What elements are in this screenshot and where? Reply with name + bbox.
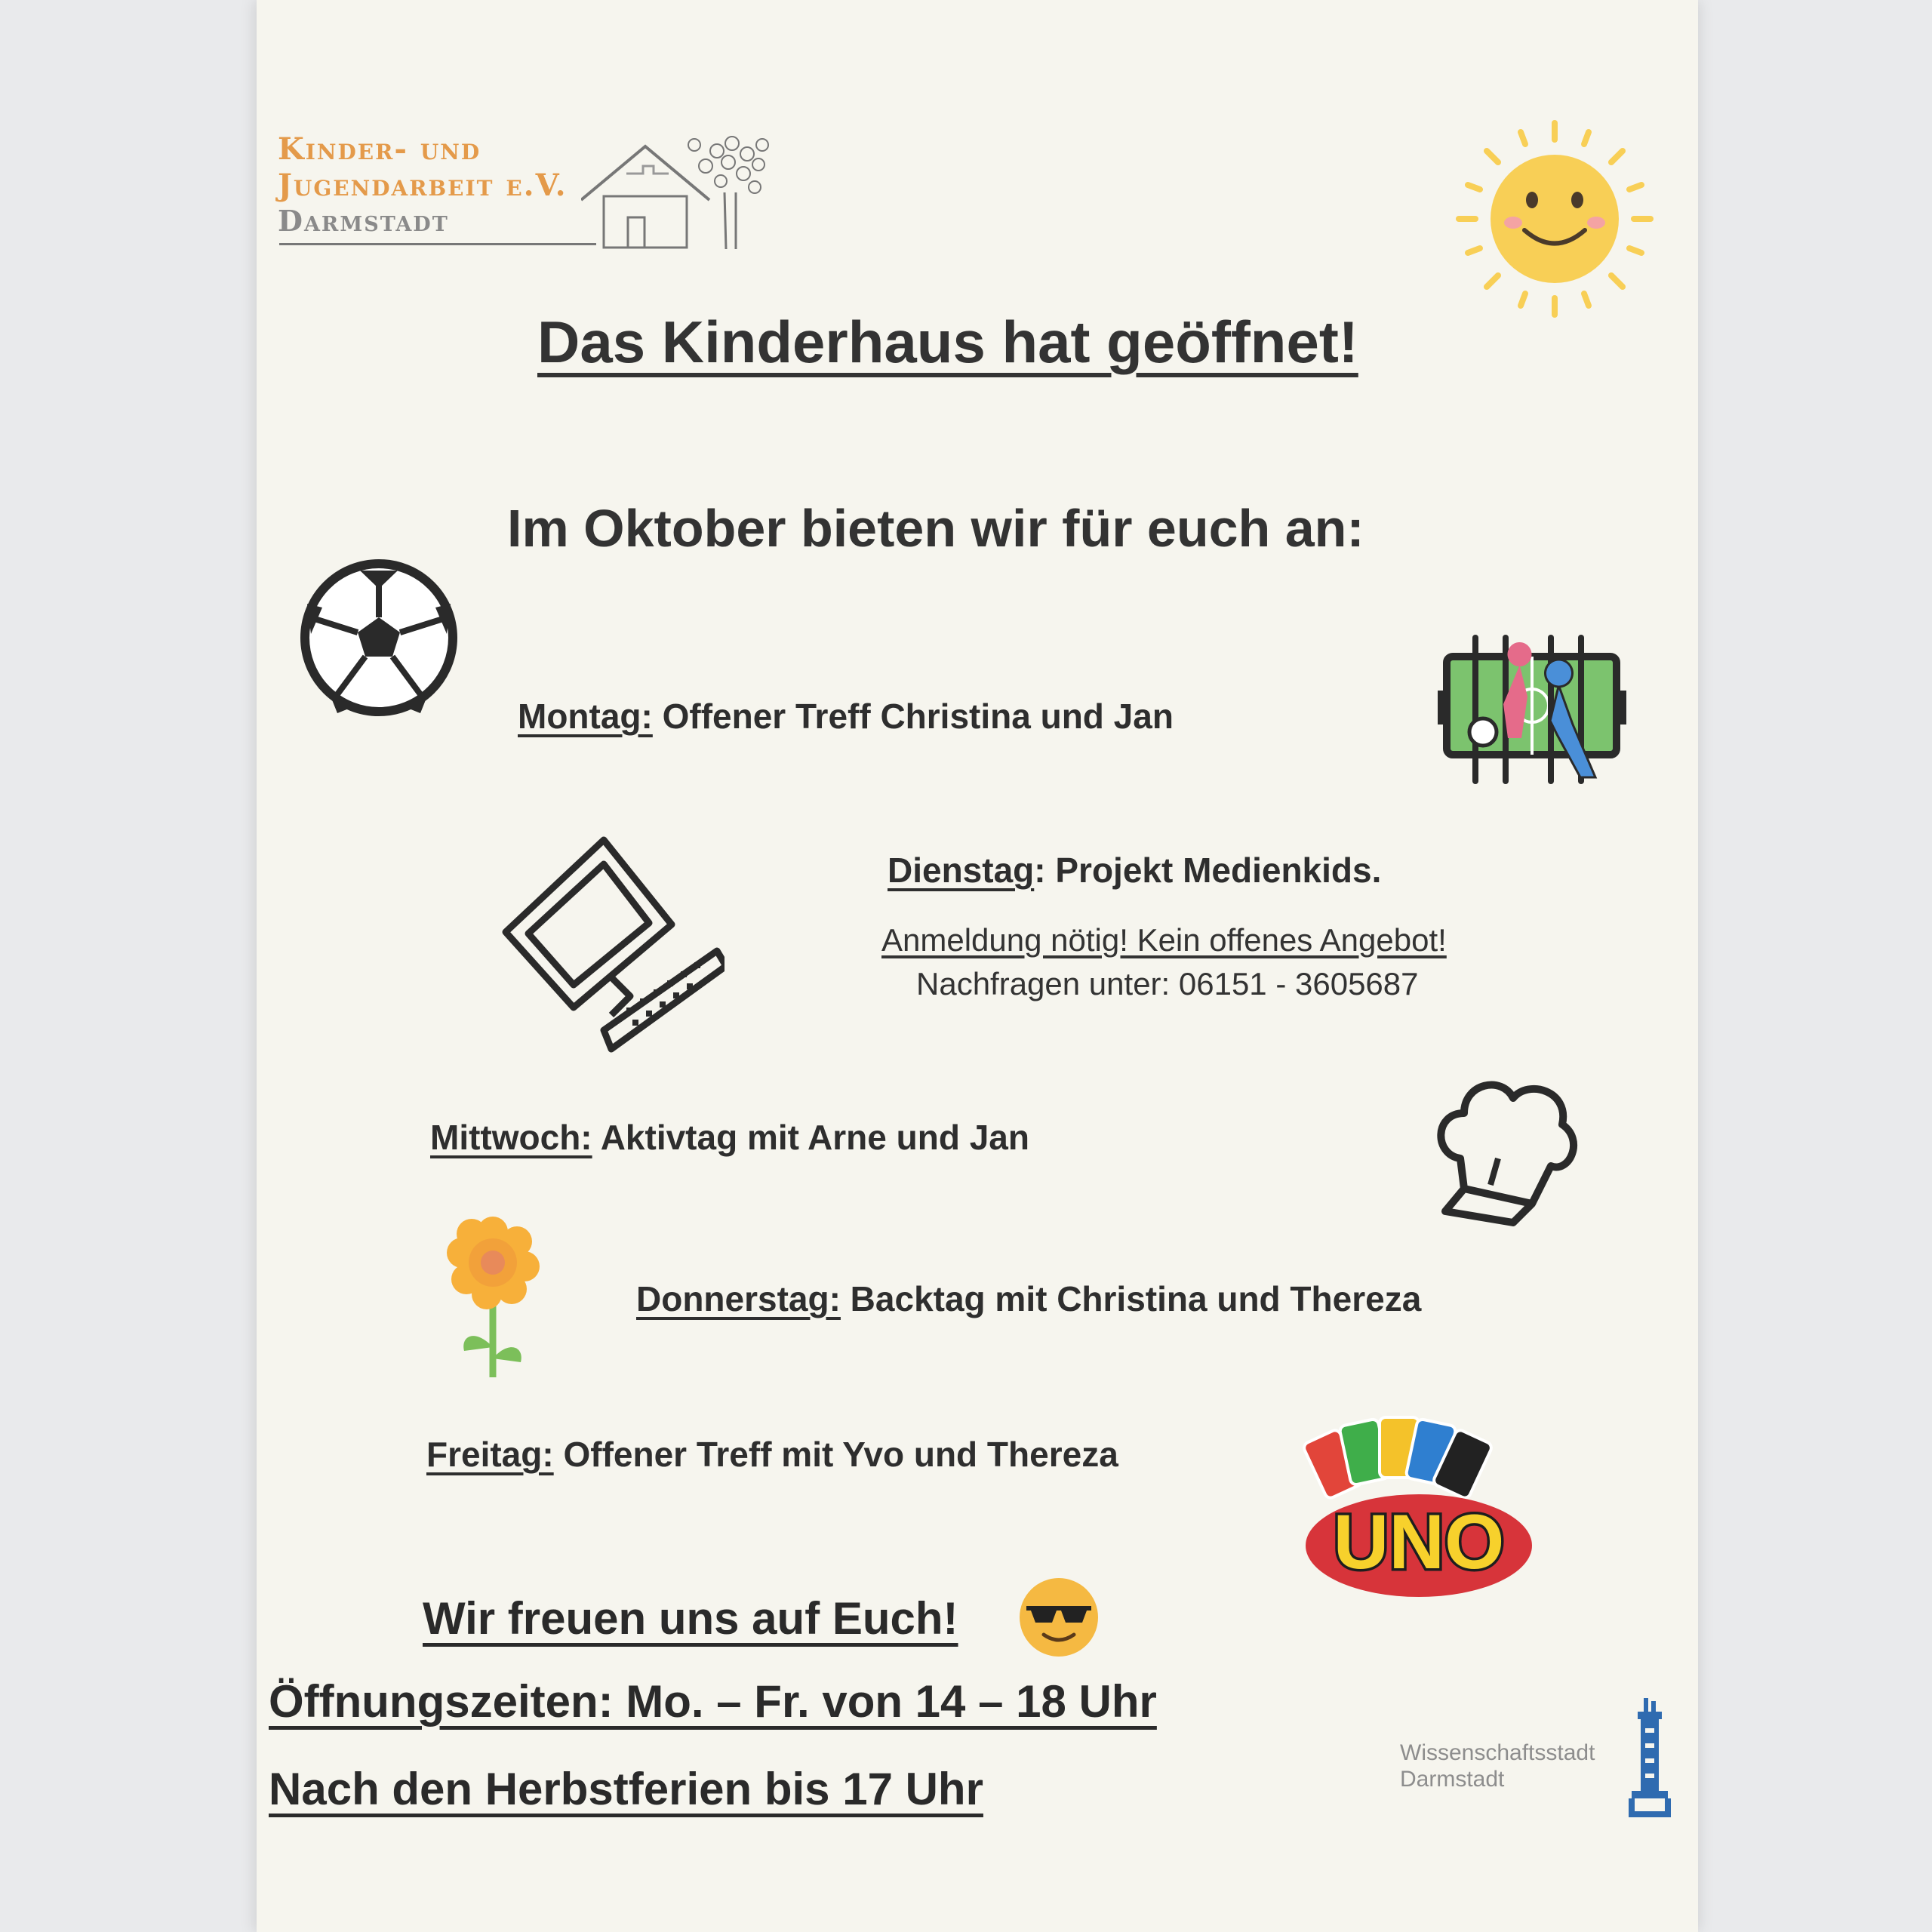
- day-label-montag: Montag:: [518, 697, 653, 736]
- day-label-donnerstag: Donnerstag:: [636, 1279, 841, 1318]
- city-logo-line-2: Darmstadt: [1400, 1767, 1505, 1792]
- opening-hours: Öffnungszeiten: Mo. – Fr. von 14 – 18 Uhr: [269, 1676, 1157, 1727]
- greeting: Wir freuen uns auf Euch!: [423, 1593, 958, 1644]
- logo-underline: [279, 243, 596, 245]
- house-tree-logo-icon: [581, 128, 777, 257]
- schedule-dienstag: [888, 850, 1381, 891]
- city-logo-line-1: Wissenschaftsstadt: [1400, 1740, 1595, 1765]
- activity-freitag: Offener Treff mit Yvo und Thereza: [553, 1435, 1118, 1474]
- logo-line-3: Darmstadt: [278, 204, 449, 238]
- computer-icon: [498, 834, 724, 1060]
- logo-line-2: Jugendarbeit e.V.: [278, 168, 568, 203]
- darmstadt-tower-icon: [1629, 1698, 1671, 1819]
- activity-donnerstag: Backtag mit Christina und Thereza: [840, 1279, 1422, 1318]
- city-logo-text: [1400, 1740, 1595, 1793]
- soccer-ball-icon: [296, 558, 462, 717]
- activity-mittwoch: Aktivtag mit Arne und Jan: [592, 1118, 1029, 1157]
- schedule-freitag: [426, 1434, 1118, 1475]
- logo-line-1: Kinder- und: [278, 131, 481, 167]
- day-label-mittwoch: Mittwoch:: [430, 1118, 592, 1157]
- schedule-donnerstag: [636, 1278, 1421, 1319]
- page-title: Das Kinderhaus hat geöffnet!: [537, 309, 1358, 375]
- subtitle: Im Oktober bieten wir für euch an:: [507, 499, 1364, 558]
- day-label-dienstag: Dienstag: [888, 851, 1035, 890]
- activity-montag: Offener Treff Christina und Jan: [652, 697, 1174, 736]
- schedule-mittwoch: [430, 1117, 1029, 1158]
- after-holidays-hours: Nach den Herbstferien bis 17 Uhr: [269, 1764, 983, 1814]
- flower-icon: [445, 1215, 543, 1381]
- uno-logo-text: UNO: [1333, 1499, 1505, 1585]
- registration-note: Anmeldung nötig! Kein offenes Angebot!: [881, 922, 1447, 958]
- day-label-freitag: Freitag:: [426, 1435, 554, 1474]
- uno-cards-icon: [1298, 1411, 1540, 1600]
- contact-phone: Nachfragen unter: 06151 - 3605687: [916, 966, 1419, 1001]
- table-football-icon: [1438, 630, 1634, 792]
- activity-dienstag: : Projekt Medienkids.: [1034, 851, 1382, 890]
- chef-hat-icon: [1430, 1075, 1581, 1226]
- schedule-montag: [518, 696, 1174, 737]
- sun-icon: [1453, 117, 1657, 321]
- sunglasses-emoji-icon: [1017, 1576, 1100, 1659]
